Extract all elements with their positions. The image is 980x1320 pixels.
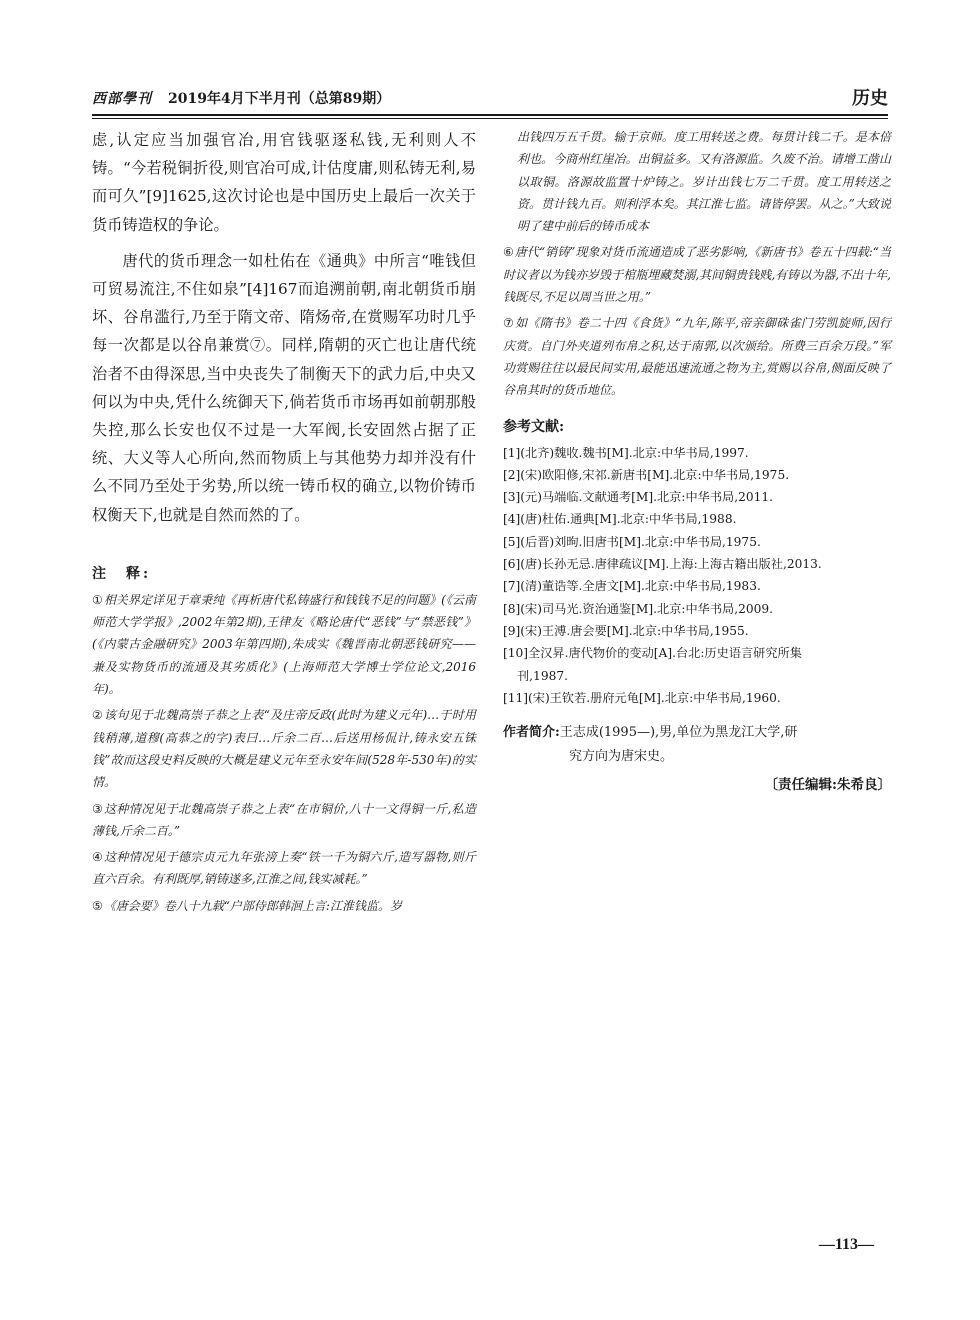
footnote-mark: ③ [92, 801, 104, 816]
reference-item: [2](宋)欧阳修,宋祁.新唐书[M].北京:中华书局,1975. [503, 467, 790, 482]
reference-item: [10]全汉昇.唐代物价的变动[A].台北:历史语言研究所集 [503, 646, 802, 661]
header-rule-thick [92, 114, 888, 116]
footnote-text: 如《隋书》卷二十四《食货》“九年,陈平,帝亲御硃雀门劳凯旋师,因行庆赏。自门外夹道列布帛之积,达于南郭,以次颁给。所费三百余万段。”军功赏赐往往以最民间实用,最能迅速流通之物为主,赏赐以谷帛,侧面反映了谷帛其时的货币地位。 [503, 316, 891, 398]
footnote [503, 312, 891, 401]
footnote-text: 该句见于北魏高崇子恭之上表“及庄帝反政(此时为建义元年)…于时用钱稍薄,道穆(高恭之的字)表曰…斤余二百…后送用杨侃计,铸永安五铢钱”故而这段史料反映的大概是建义元年至永安年间(528年-530年)的实情。 [92, 708, 476, 790]
footnote-mark: ⑤ [92, 898, 103, 913]
footnote-text: 唐代“销铸”现象对货币流通造成了恶劣影响,《新唐书》卷五十四载:“当时议者以为钱亦岁毁于棺瓶埋藏焚溺,其间铜贵钱贱,有铸以为器,不出十年,钱既尽,不足以周当世之用。” [503, 245, 892, 305]
note-5-continued: 出钱四万五千贯。输于京师。度工用转送之费。每贯计钱二千。是本倍利也。今商州红崖冶。出铜益多。又有洛源监。久废不治。请增工凿山以取铜。洛源故监置十炉铸之。岁计出钱七万二千贯。度工用转送之资。贯计钱九百。则利浮本矣。其江淮七监。请皆停罢。从之。”大致说明了建中前后的铸币成本 [517, 130, 891, 234]
footnote-text: 《唐会要》卷八十九载“户部侍郎韩洄上言:江淮钱监。岁 [103, 898, 402, 913]
footnote [503, 241, 891, 308]
footnote-text: 这种情况见于北魏高崇子恭之上表“在市铜价,八十一文得铜一斤,私造薄钱,斤余二百。” [92, 801, 476, 838]
footnote-mark: ② [92, 708, 104, 723]
reference-item: [4](唐)杜佑.通典[M].北京:中华书局,1988. [503, 512, 737, 527]
reference-item: [3](元)马端临.文献通考[M].北京:中华书局,2011. [503, 490, 774, 505]
reference-item: [7](清)董诰等.全唐文[M].北京:中华书局,1983. [503, 579, 761, 594]
reference-item: [11](宋)王钦若.册府元龟[M].北京:中华书局,1960. [503, 690, 781, 705]
references-list [503, 442, 891, 710]
notes-list-continued [503, 241, 891, 401]
footnote [92, 798, 476, 843]
right-column [503, 126, 891, 793]
left-column [92, 126, 476, 921]
references-heading: 参考文献: [503, 418, 565, 435]
notes-heading: 注 释: [92, 565, 152, 582]
footnote [92, 846, 476, 891]
footnote [92, 589, 476, 700]
author-line-1: 王志成(1995—),男,单位为黑龙江大学,研 [559, 725, 798, 741]
reference-item: [5](后晋)刘昫.旧唐书[M].北京:中华书局,1975. [503, 534, 761, 549]
footnote [92, 704, 476, 793]
author-line-2: 究方向为唐宋史。 [569, 749, 674, 765]
author-bio [503, 721, 891, 769]
body-paragraph-1: 虑,认定应当加强官冶,用官钱驱逐私钱,无利则人不铸。“今若税铜折役,则官冶可成,计估度庸,则私铸无利,易而可久”[9]1625,这次讨论也是中国历史上最后一次关于货币铸造权的争论。 [92, 131, 476, 234]
footnote-mark: ① [92, 592, 103, 607]
journal-name: 西部學刊 [92, 91, 152, 107]
reference-item: [1](北齐)魏收.魏书[M].北京:中华书局,1997. [503, 445, 749, 460]
section-title: 历史 [852, 88, 888, 109]
reference-item-continued: 刊,1987. [517, 668, 568, 683]
footnote [92, 895, 476, 917]
footnote-mark: ⑥ [503, 245, 514, 260]
author-label: 作者简介: [503, 725, 560, 741]
footnote-mark: ④ [92, 850, 104, 865]
notes-list [92, 589, 476, 917]
reference-item: [6](唐)长孙无忌.唐律疏议[M].上海:上海古籍出版社,2013. [503, 557, 822, 572]
footnote-mark: ⑦ [503, 316, 515, 331]
reference-item: [8](宋)司马光.资治通鉴[M].北京:中华书局,2009. [503, 601, 774, 616]
footnote-text: 相关界定详见于章秉纯《再析唐代私铸盛行和钱钱不足的问题》(《云南师范大学学报》,2002年第2期),王律友《略论唐代“恶钱”与“禁恶钱”》(《内蒙古金融研究》2003年第四期),朱成实《魏晋南北朝恶钱研究——兼及实物货币的流通及其劣质化》(上海师范大学博士学位论文,2016年)。 [92, 592, 476, 697]
page-number: —113— [818, 1236, 874, 1253]
footnote-text: 这种情况见于德宗贞元九年张滂上奏“铁一千为铜六斤,造写器物,则斤直六百余。有利既厚,销铸遂多,江淮之间,钱实减耗。” [92, 850, 476, 887]
page-header [92, 86, 888, 112]
issue-info: 2019年4月下半月刊（总第89期） [168, 91, 391, 107]
reference-item: [9](宋)王溥.唐会要[M].北京:中华书局,1955. [503, 623, 749, 638]
header-rule-thin [92, 118, 888, 119]
body-paragraph-2: 唐代的货币理念一如杜佑在《通典》中所言“唯钱但可贸易流注,不住如泉”[4]167而追溯前朝,南北朝货币崩坏、谷帛滥行,乃至于隋文帝、隋炀帝,在赏赐军功时几乎每一次都是以谷帛兼赏⑦。同样,隋朝的灭亡也让唐代统治者不由得深思,当中央丧失了制衡天下的武力后,中央又何以为中央,凭什么统御天下,倘若货币市场再如前朝那般失控,那么长安也仅不过是一大军阀,长安固然占据了正统、大义等人心所向,然而物质上与其他势力却并没有什么不同乃至处于劣势,所以统一铸币权的确立,以物价铸币权衡天下,也就是自然而然的了。 [92, 251, 476, 524]
responsible-editor: 〔责任编辑:朱希良〕 [764, 777, 891, 794]
